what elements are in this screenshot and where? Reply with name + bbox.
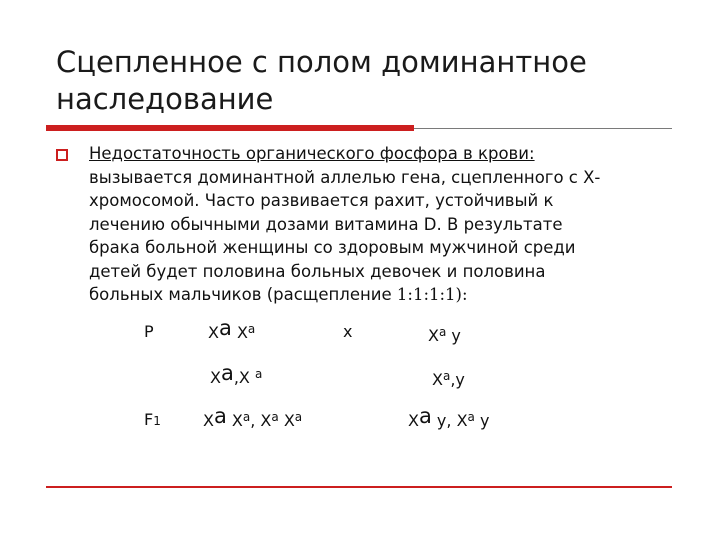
bullet-line-6: детей будет половина больных девочек и половина [89, 261, 546, 281]
allele-a: а [438, 325, 447, 339]
title-line-1: Сцепленное с полом доминантное [56, 45, 587, 79]
slide-title [56, 44, 676, 118]
allele-x: Х [236, 323, 248, 342]
segregation-ratio: 1:1:1:1): [396, 285, 468, 304]
allele-a: а [442, 369, 451, 383]
allele-x: Х [226, 411, 243, 430]
allele-y: у [451, 326, 461, 345]
allele-x: Х [428, 326, 439, 345]
f-letter: F [144, 410, 154, 429]
allele-x: Х [432, 370, 443, 389]
allele-x: Х [208, 323, 219, 342]
bullet-text [89, 142, 679, 307]
allele-x: Х [203, 411, 214, 430]
female-genotype [208, 318, 255, 343]
allele-a: а [254, 367, 263, 381]
f1-sons [408, 406, 489, 431]
allele-y: у, Х [431, 411, 468, 430]
bullet-line-3: хромосомой. Часто развивается рахит, устойчивый к [89, 191, 554, 210]
allele-a: а [294, 410, 303, 424]
f-subscript: 1 [153, 414, 161, 428]
allele-a: а [242, 410, 251, 424]
male-genotype [428, 322, 461, 346]
allele-a-dominant: а [220, 361, 234, 385]
bullet-lead: Недостаточность органического фосфора в крови: [89, 144, 535, 163]
allele-x: Х [408, 411, 419, 430]
bottom-divider [46, 486, 672, 488]
gamete-separator: ,Х [233, 368, 250, 387]
allele-x: Х [210, 368, 221, 387]
p-label: Р [144, 322, 154, 341]
bullet-line-2: вызывается доминантной аллелью гена, сцепленного с Х- [89, 167, 601, 187]
title-accent-bar [46, 125, 414, 131]
allele-y: у [474, 411, 490, 430]
square-bullet-icon [56, 149, 68, 161]
allele-x: Х [278, 411, 295, 430]
bullet-line-7: больных мальчиков (расщепление [89, 285, 392, 304]
allele-a-dominant: а [213, 404, 227, 428]
title-line-2: наследование [56, 82, 274, 116]
allele-x: , Х [250, 411, 272, 430]
allele-a: а [467, 410, 475, 424]
allele-a: а [271, 410, 279, 424]
cross-sign: х [343, 322, 353, 341]
gamete-separator: ,у [450, 370, 465, 389]
allele-a: а [247, 322, 256, 336]
allele-a-dominant: а [418, 404, 432, 428]
bullet-line-4: лечению обычными дозами витамина D. В результате [89, 214, 563, 234]
bullet-line-5: брака больной женщины со здоровым мужчиной среди [89, 238, 576, 257]
male-gametes [432, 366, 465, 390]
female-gametes [210, 363, 262, 388]
f1-daughters [203, 406, 302, 431]
allele-a-dominant: а [218, 316, 232, 340]
f1-label [144, 410, 161, 431]
